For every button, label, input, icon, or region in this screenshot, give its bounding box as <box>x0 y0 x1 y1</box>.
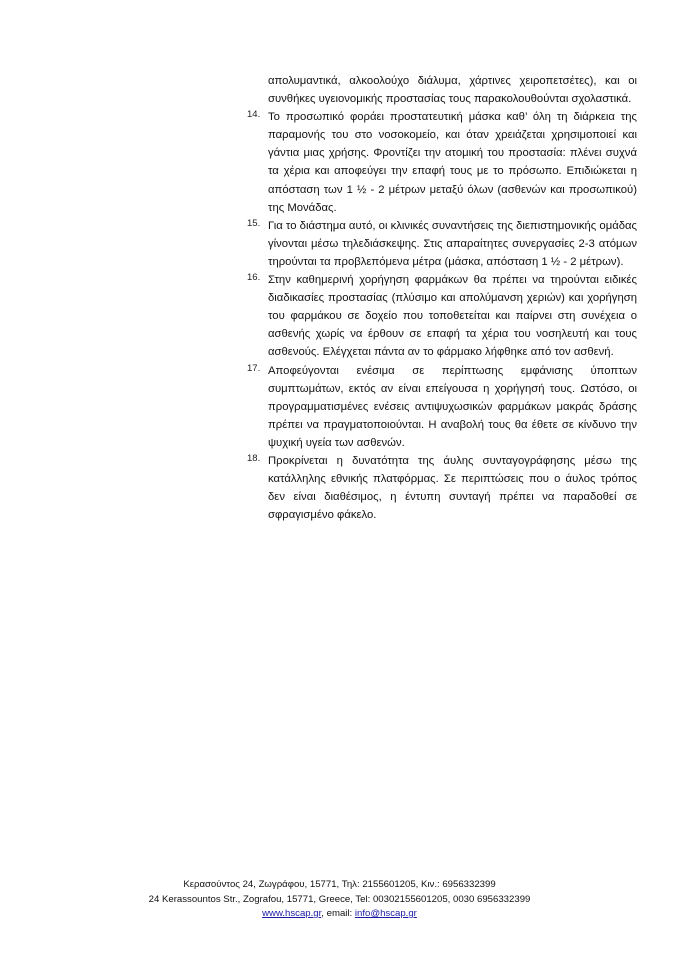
paragraph-text: απολυμαντικά, αλκοολούχο διάλυμα, χάρτινες χειροπετσέτες), και οι συνθήκες υγειονομικής προστασίας τους παρακολουθούνται σχολαστικά. <box>268 75 637 106</box>
list-item-text: Το προσωπικό φοράει προστατευτική μάσκα καθ’ όλη τη διάρκεια της παραμονής του στο νοσοκομείο, και όταν χρειάζεται χρησιμοποιεί και γάντια μιας χρήσης. Φροντίζει την ατομική του προστασία: πλένει συχνά τα χέρια και αποφεύγει την επαφή τους με το πρόσωπο. Επιδιώκεται η απόσταση των 1 ½ - 2 μέτρων μεταξύ όλων (ασθενών και προσωπικού) της Μονάδας. <box>268 111 637 214</box>
document-body <box>247 72 637 524</box>
list-item-number: 18. <box>247 452 261 464</box>
list-item-text: Στην καθημερινή χορήγηση φαρμάκων θα πρέπει να τηρούνται ειδικές διαδικασίες προστασίας (πλύσιμο και απολύμανση χεριών) και χορήγηση του φαρμάκου σε δοχείο που τοποθετείται και παίρνει στη συνέχεια ο ασθενής χωρίς να έρθουν σε επαφή τα χέρια του νοσηλευτή και τους ασθενούς. Ελέγχεται πάντα αν το φάρμακο λήφθηκε από τον ασθενή. <box>268 274 637 359</box>
email-link[interactable]: info@hscap.gr <box>354 908 417 919</box>
list-item-text: Προκρίνεται η δυνατότητα της άυλης συνταγογράφησης μέσω της κατάλληλης εθνικής πλατφόρμας. Σε περιπτώσεις που ο άυλος τρόπος δεν είναι διαθέσιμος, η έντυπη συνταγή πρέπει να παραδοθεί σε σφραγισμένο φάκελο. <box>268 454 637 522</box>
list-item <box>247 217 637 271</box>
list-item <box>247 452 637 524</box>
page-footer <box>0 878 679 922</box>
list-item-number: 17. <box>247 362 261 374</box>
footer-separator: , email: <box>321 908 355 919</box>
list-item-text: Για το διάστημα αυτό, οι κλινικές συναντήσεις της διεπιστημονικής ομάδας γίνονται μέσω τηλεδιάσκεψης. Στις απαραίτητες συνεργασίες 2-3 ατόμων τηρούνται τα προβλεπόμενα μέτρα (μάσκα, απόσταση 1 ½ - 2 μέτρων). <box>268 219 637 268</box>
list-item-number: 16. <box>247 272 261 284</box>
footer-contact-line <box>0 907 679 922</box>
list-item <box>247 271 637 361</box>
list-item <box>247 362 637 452</box>
list-item-continuation <box>247 72 637 108</box>
list-item-number: 15. <box>247 217 261 229</box>
list-item-text: Αποφεύγονται ενέσιμα σε περίπτωσης εμφάνισης ύποπτων συμπτωμάτων, εκτός αν είναι επείγουσα η χορήγησή τους. Ωστόσο, οι προγραμματισμένες ενέσεις αντιψυχωσικών φαρμάκων μακράς δράσης πρέπει να πραγματοποιούνται. Η αναβολή τους θα έθετε σε κίνδυνο την ψυχική υγεία των ασθενών. <box>268 364 637 449</box>
website-link[interactable]: www.hscap.gr <box>262 908 322 919</box>
list-item-number: 14. <box>247 109 261 121</box>
list-item <box>247 108 637 217</box>
footer-address-english: 24 Kerassountos Str., Zografou, 15771, Greece, Tel: 00302155601205, 0030 6956332399 <box>148 893 531 905</box>
footer-address-greek: Κερασούντος 24, Ζωγράφου, 15771, Τηλ: 2155601205, Κιν.: 6956332399 <box>183 879 496 890</box>
